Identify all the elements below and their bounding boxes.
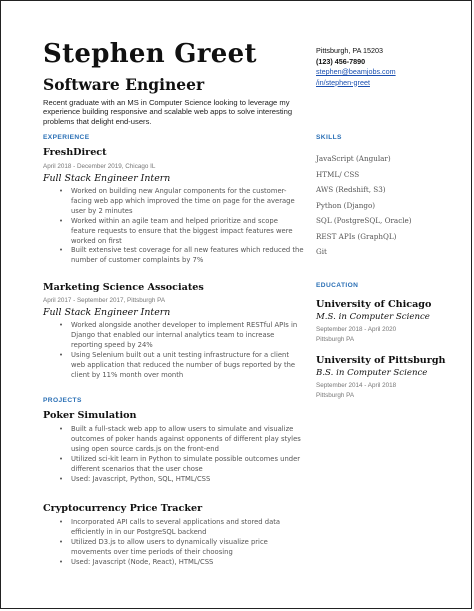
- skill-item: Python (Django): [316, 200, 376, 210]
- job-company: FreshDirect: [43, 147, 107, 158]
- contact-location: Pittsburgh, PA 15203: [316, 46, 383, 55]
- candidate-title: Software Engineer: [43, 75, 205, 94]
- project-name: Poker Simulation: [43, 410, 137, 421]
- list-item: • Used: Javascript, Python, SQL, HTML/CSS: [59, 475, 304, 485]
- education-heading: EDUCATION: [316, 282, 359, 289]
- experience-heading: EXPERIENCE: [43, 134, 90, 141]
- projects-heading: PROJECTS: [43, 397, 82, 404]
- job-bullets: [59, 321, 304, 380]
- contact-linkedin-link[interactable]: /in/stephen-greet: [316, 77, 370, 87]
- project-name: Cryptocurrency Price Tracker: [43, 503, 203, 514]
- education-dates: September 2018 - April 2020: [316, 326, 397, 333]
- degree: M.S. in Computer Science: [316, 312, 430, 322]
- list-item: • Using Selenium built out a unit testing infrastructure for a client web application that reduced the number of bugs reported by the client by 11% month over month: [59, 351, 304, 381]
- degree: B.S. in Computer Science: [316, 368, 428, 378]
- contact-phone: (123) 456-7890: [316, 56, 366, 66]
- candidate-name: Stephen Greet: [43, 39, 257, 69]
- list-item: • Built extensive test coverage for all new features which reduced the number of customer complaints by 7%: [59, 246, 304, 266]
- list-item: • Worked within an agile team and helped prioritize and scope feature requests to ensure that the biggest impact features were worked on first: [59, 217, 304, 247]
- job-meta: April 2017 - September 2017, Pittsburgh PA: [43, 297, 166, 304]
- project-bullets: [59, 518, 304, 568]
- skills-heading: SKILLS: [316, 134, 342, 141]
- skill-item: JavaScript (Angular): [316, 154, 391, 163]
- list-item: • Worked on building new Angular components for the customer-facing web app which improved the time on page for the average user by 2 minutes: [59, 187, 304, 217]
- contact-block: [316, 46, 396, 88]
- job-role: Full Stack Engineer Intern: [43, 307, 171, 318]
- job-company: Marketing Science Associates: [43, 282, 204, 293]
- skill-item: Git: [316, 247, 327, 256]
- education-location: Pittsburgh PA: [316, 392, 355, 399]
- education-location: Pittsburgh PA: [316, 336, 355, 343]
- list-item: • Utilized D3.js to allow users to dynamically visualize price movements over time periods of their choosing: [59, 538, 304, 558]
- list-item: • Used: Javascript (Node, React), HTML/CSS: [59, 558, 304, 568]
- job-role: Full Stack Engineer Intern: [43, 173, 171, 184]
- school-name: University of Chicago: [316, 299, 432, 310]
- contact-email-link[interactable]: stephen@beamjobs.com: [316, 67, 396, 76]
- project-bullets: [59, 425, 304, 484]
- skill-item: REST APIs (GraphQL): [316, 231, 397, 241]
- education-dates: September 2014 - April 2018: [316, 382, 397, 389]
- school-name: University of Pittsburgh: [316, 355, 446, 366]
- skill-item: SQL (PostgreSQL, Oracle): [316, 216, 412, 225]
- list-item: • Incorporated API calls to several applications and stored data efficiently in in our PostgreSQL backend: [59, 518, 304, 538]
- job-meta: April 2018 - December 2019, Chicago IL: [43, 163, 156, 170]
- skills-list: [316, 151, 412, 260]
- summary-text: Recent graduate with an MS in Computer Science looking to leverage my experience building responsive and scalable web apps to solve interesting problems that delight end-users.: [43, 98, 293, 126]
- skill-item: HTML/ CSS: [316, 169, 360, 179]
- skill-item: AWS (Redshift, S3): [316, 185, 386, 194]
- job-bullets: [59, 187, 304, 266]
- list-item: • Worked alongside another developer to implement RESTful APIs in Django that enabled our internal analytics team to increase reporting speed by 24%: [59, 321, 304, 351]
- list-item: • Built a full-stack web app to allow users to simulate and visualize outcomes of poker hands against opponents of different play styles using open source cards.js on the front-end: [59, 425, 304, 455]
- list-item: • Utilized sci-kit learn in Python to simulate possible outcomes under different scenarios that the user chose: [59, 455, 304, 475]
